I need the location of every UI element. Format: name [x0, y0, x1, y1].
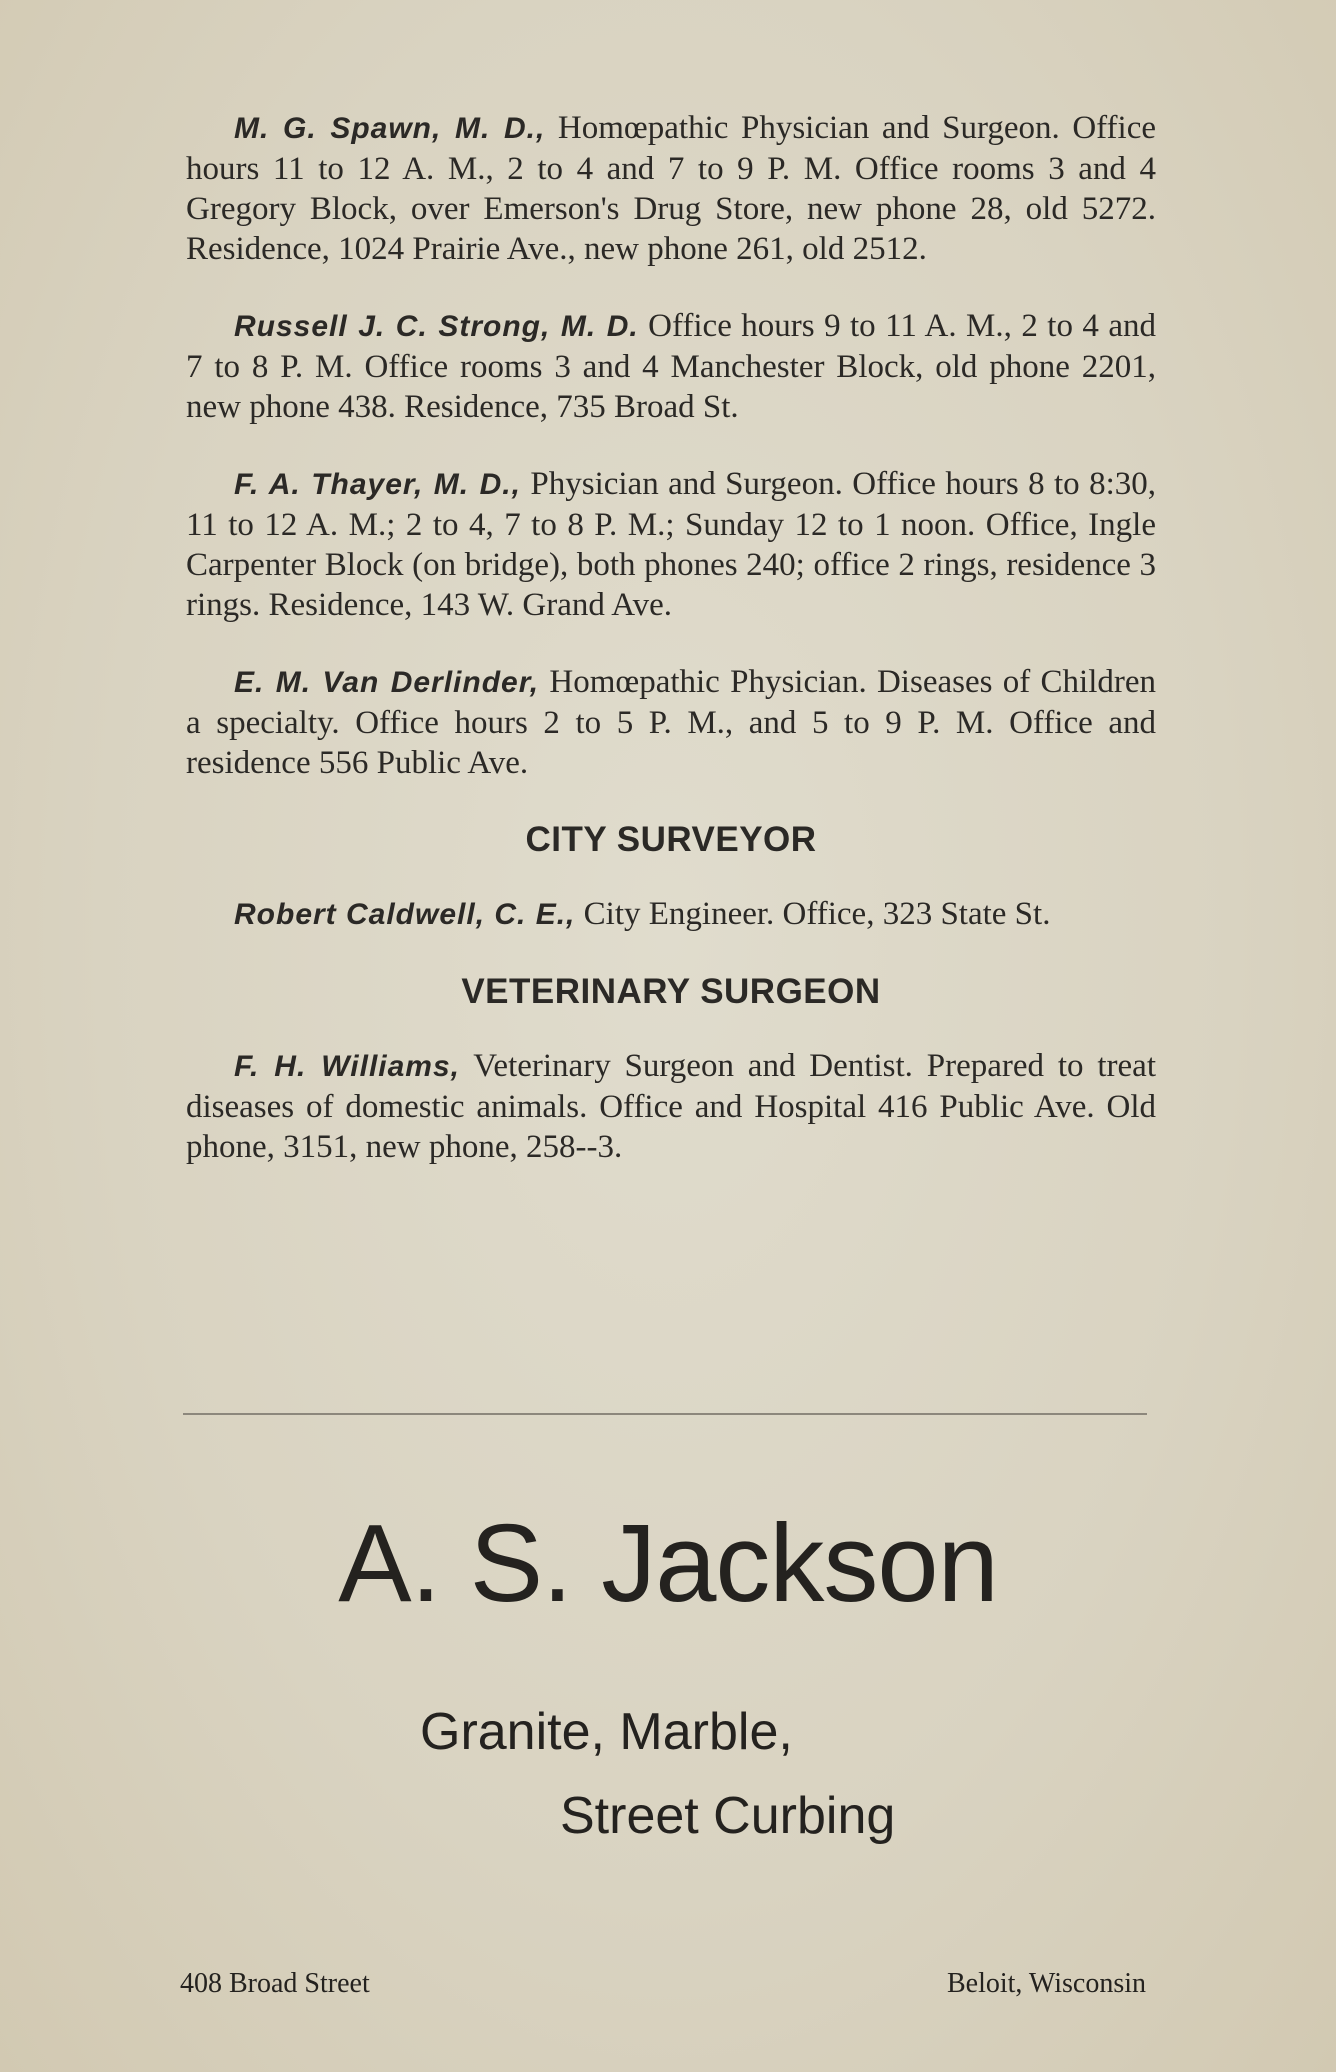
entry-name: M. G. Spawn, M. D.,	[234, 112, 546, 145]
advertisement-line-2: Street Curbing	[560, 1787, 896, 1845]
entry-text: Physician and Surgeon. Office hours 8 to 8:30, 11 to 12 A. M.; 2 to 4, 7 to 8 P. M.; Sunday 12 to 1 noon. Office, Ingle Carpenter Block (on bridge), both phones 240; office 2 rings, residence 3 rings. Residence, 143 W. Grand Ave.	[186, 466, 1156, 623]
advertisement-line-1: Granite, Marble,	[420, 1703, 793, 1761]
divider-rule	[183, 1413, 1147, 1415]
entry-name: E. M. Van Derlinder,	[234, 666, 540, 699]
entry-thayer	[186, 464, 1156, 625]
entry-text: City Engineer. Office, 323 State St.	[575, 896, 1051, 932]
entry-name: Robert Caldwell, C. E.,	[234, 898, 576, 931]
section-heading-city-surveyor: CITY SURVEYOR	[525, 820, 817, 859]
entry-text: Veterinary Surgeon and Dentist. Prepared to treat diseases of domestic animals. Office and Hospital 416 Public Ave. Old phone, 3151, new phone, 258--3.	[186, 1048, 1157, 1165]
advertisement-city: Beloit, Wisconsin	[946, 1968, 1146, 1999]
entry-caldwell	[186, 894, 1156, 935]
advertisement-title: A. S. Jackson	[338, 1502, 998, 1625]
entry-text: Homœpathic Physician and Surgeon. Office hours 11 to 12 A. M., 2 to 4 and 7 to 9 P. M. Office rooms 3 and 4 Gregory Block, over Emerson's Drug Store, new phone 28, old 5272. Residence, 1024 Prairie Ave., new phone 261, old 2512.	[186, 110, 1156, 267]
entry-strong	[186, 306, 1156, 427]
entry-williams	[186, 1046, 1156, 1167]
entry-van-derlinder	[186, 662, 1156, 783]
advertisement-address: 408 Broad Street	[180, 1968, 370, 1999]
entry-name: F. A. Thayer, M. D.,	[234, 468, 521, 501]
section-heading-veterinary-surgeon: VETERINARY SURGEON	[461, 972, 881, 1011]
entry-name: Russell J. C. Strong, M. D.	[234, 310, 639, 343]
entry-spawn	[186, 108, 1156, 269]
directory-entries	[186, 108, 1156, 1204]
entry-name: F. H. Williams,	[234, 1050, 460, 1083]
entry-text: Office hours 9 to 11 A. M., 2 to 4 and 7 to 8 P. M. Office rooms 3 and 4 Manchester Block, old phone 2201, new phone 438. Residence, 735 Broad St.	[186, 308, 1157, 425]
entry-text: Homœpathic Physician. Diseases of Children a specialty. Office hours 2 to 5 P. M., and 5 to 9 P. M. Office and residence 556 Public Ave.	[186, 664, 1156, 781]
